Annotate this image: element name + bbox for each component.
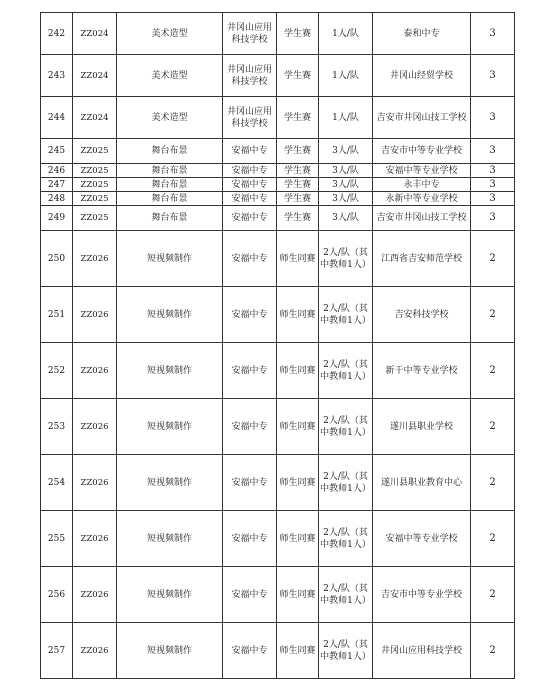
event-name-cell: 舞台布景	[117, 164, 223, 178]
team-size-cell: 2人/队（其中教师1人）	[319, 399, 373, 455]
quota-count-cell: 2	[471, 455, 515, 511]
participating-school-cell: 吉安市井冈山技工学校	[373, 97, 471, 139]
event-code-cell: ZZ026	[73, 399, 117, 455]
participating-school-cell: 吉安市井冈山技工学校	[373, 206, 471, 231]
row-number-cell: 248	[41, 192, 73, 206]
event-name-cell: 美术造型	[117, 13, 223, 55]
quota-count-cell: 3	[471, 164, 515, 178]
event-name-cell: 美术造型	[117, 55, 223, 97]
team-size-cell: 3人/队	[319, 206, 373, 231]
event-code-cell: ZZ025	[73, 192, 117, 206]
event-name-cell: 短视频制作	[117, 231, 223, 287]
team-size-cell: 2人/队（其中教师1人）	[319, 343, 373, 399]
event-name-cell: 舞台布景	[117, 139, 223, 164]
table-row	[41, 178, 515, 192]
team-size-cell: 2人/队（其中教师1人）	[319, 567, 373, 623]
quota-count-cell: 3	[471, 206, 515, 231]
row-number-cell: 244	[41, 97, 73, 139]
event-code-cell: ZZ026	[73, 511, 117, 567]
row-number-cell: 256	[41, 567, 73, 623]
competition-type-cell: 学生赛	[277, 206, 319, 231]
host-school-cell: 安福中专	[223, 164, 277, 178]
competition-type-cell: 师生同赛	[277, 343, 319, 399]
competition-type-cell: 师生同赛	[277, 287, 319, 343]
team-size-cell: 2人/队（其中教师1人）	[319, 231, 373, 287]
quota-count-cell: 2	[471, 511, 515, 567]
table-row	[41, 206, 515, 231]
event-name-cell: 舞台布景	[117, 206, 223, 231]
event-code-cell: ZZ026	[73, 567, 117, 623]
row-number-cell: 254	[41, 455, 73, 511]
table-row	[41, 164, 515, 178]
quota-count-cell: 2	[471, 287, 515, 343]
host-school-cell: 安福中专	[223, 139, 277, 164]
quota-count-cell: 2	[471, 567, 515, 623]
table-row	[41, 192, 515, 206]
participating-school-cell: 泰和中专	[373, 13, 471, 55]
event-code-cell: ZZ024	[73, 13, 117, 55]
participating-school-cell: 遂川县职业学校	[373, 399, 471, 455]
event-name-cell: 短视频制作	[117, 399, 223, 455]
host-school-cell: 井冈山应用科技学校	[223, 55, 277, 97]
quota-count-cell: 3	[471, 97, 515, 139]
host-school-cell: 安福中专	[223, 343, 277, 399]
table-row	[41, 455, 515, 511]
competition-type-cell: 学生赛	[277, 139, 319, 164]
host-school-cell: 安福中专	[223, 231, 277, 287]
table-row	[41, 97, 515, 139]
host-school-cell: 安福中专	[223, 455, 277, 511]
table-row	[41, 567, 515, 623]
event-code-cell: ZZ024	[73, 97, 117, 139]
quota-count-cell: 3	[471, 178, 515, 192]
participating-school-cell: 遂川县职业教育中心	[373, 455, 471, 511]
team-size-cell: 2人/队（其中教师1人）	[319, 455, 373, 511]
participating-school-cell: 吉安市中等专业学校	[373, 139, 471, 164]
event-name-cell: 美术造型	[117, 97, 223, 139]
row-number-cell: 242	[41, 13, 73, 55]
event-code-cell: ZZ026	[73, 455, 117, 511]
participating-school-cell: 永丰中专	[373, 178, 471, 192]
table-row	[41, 287, 515, 343]
event-name-cell: 舞台布景	[117, 192, 223, 206]
quota-count-cell: 3	[471, 192, 515, 206]
row-number-cell: 250	[41, 231, 73, 287]
participating-school-cell: 井冈山应用科技学校	[373, 623, 471, 679]
table-row	[41, 399, 515, 455]
team-size-cell: 2人/队（其中教师1人）	[319, 287, 373, 343]
table-body	[41, 13, 515, 679]
row-number-cell: 252	[41, 343, 73, 399]
team-size-cell: 1人/队	[319, 97, 373, 139]
competition-type-cell: 师生同赛	[277, 399, 319, 455]
participating-school-cell: 新干中等专业学校	[373, 343, 471, 399]
host-school-cell: 安福中专	[223, 192, 277, 206]
host-school-cell: 安福中专	[223, 623, 277, 679]
host-school-cell: 安福中专	[223, 399, 277, 455]
host-school-cell: 安福中专	[223, 206, 277, 231]
table-row	[41, 343, 515, 399]
table-row	[41, 623, 515, 679]
row-number-cell: 249	[41, 206, 73, 231]
table-row	[41, 55, 515, 97]
event-code-cell: ZZ025	[73, 139, 117, 164]
quota-count-cell: 2	[471, 343, 515, 399]
competition-type-cell: 学生赛	[277, 164, 319, 178]
competition-type-cell: 师生同赛	[277, 455, 319, 511]
competition-type-cell: 学生赛	[277, 97, 319, 139]
participating-school-cell: 江西省吉安师范学校	[373, 231, 471, 287]
participating-school-cell: 安福中等专业学校	[373, 511, 471, 567]
participating-school-cell: 井冈山经贸学校	[373, 55, 471, 97]
row-number-cell: 255	[41, 511, 73, 567]
event-code-cell: ZZ026	[73, 287, 117, 343]
row-number-cell: 243	[41, 55, 73, 97]
team-size-cell: 3人/队	[319, 139, 373, 164]
host-school-cell: 安福中专	[223, 511, 277, 567]
host-school-cell: 安福中专	[223, 287, 277, 343]
competition-type-cell: 学生赛	[277, 55, 319, 97]
team-size-cell: 2人/队（其中教师1人）	[319, 623, 373, 679]
participating-school-cell: 安福中等专业学校	[373, 164, 471, 178]
team-size-cell: 3人/队	[319, 178, 373, 192]
allocation-table	[40, 12, 515, 679]
event-name-cell: 短视频制作	[117, 623, 223, 679]
event-name-cell: 短视频制作	[117, 455, 223, 511]
participating-school-cell: 吉安市中等专业学校	[373, 567, 471, 623]
row-number-cell: 251	[41, 287, 73, 343]
event-name-cell: 舞台布景	[117, 178, 223, 192]
event-name-cell: 短视频制作	[117, 567, 223, 623]
table-row	[41, 511, 515, 567]
team-size-cell: 3人/队	[319, 164, 373, 178]
team-size-cell: 2人/队（其中教师1人）	[319, 511, 373, 567]
participating-school-cell: 永新中等专业学校	[373, 192, 471, 206]
competition-type-cell: 学生赛	[277, 178, 319, 192]
event-name-cell: 短视频制作	[117, 343, 223, 399]
quota-count-cell: 3	[471, 13, 515, 55]
row-number-cell: 253	[41, 399, 73, 455]
event-code-cell: ZZ025	[73, 206, 117, 231]
table-row	[41, 139, 515, 164]
row-number-cell: 247	[41, 178, 73, 192]
row-number-cell: 257	[41, 623, 73, 679]
table-row	[41, 231, 515, 287]
competition-type-cell: 师生同赛	[277, 511, 319, 567]
event-name-cell: 短视频制作	[117, 287, 223, 343]
competition-type-cell: 师生同赛	[277, 623, 319, 679]
event-code-cell: ZZ026	[73, 623, 117, 679]
host-school-cell: 井冈山应用科技学校	[223, 97, 277, 139]
competition-type-cell: 学生赛	[277, 13, 319, 55]
quota-count-cell: 3	[471, 55, 515, 97]
event-name-cell: 短视频制作	[117, 511, 223, 567]
team-size-cell: 1人/队	[319, 55, 373, 97]
competition-type-cell: 师生同赛	[277, 231, 319, 287]
event-code-cell: ZZ026	[73, 231, 117, 287]
quota-count-cell: 2	[471, 623, 515, 679]
host-school-cell: 安福中专	[223, 178, 277, 192]
competition-type-cell: 师生同赛	[277, 567, 319, 623]
event-code-cell: ZZ025	[73, 164, 117, 178]
table-row	[41, 13, 515, 55]
competition-type-cell: 学生赛	[277, 192, 319, 206]
team-size-cell: 1人/队	[319, 13, 373, 55]
quota-count-cell: 3	[471, 139, 515, 164]
host-school-cell: 安福中专	[223, 567, 277, 623]
row-number-cell: 245	[41, 139, 73, 164]
row-number-cell: 246	[41, 164, 73, 178]
quota-count-cell: 2	[471, 231, 515, 287]
event-code-cell: ZZ024	[73, 55, 117, 97]
quota-count-cell: 2	[471, 399, 515, 455]
team-size-cell: 3人/队	[319, 192, 373, 206]
event-code-cell: ZZ025	[73, 178, 117, 192]
participating-school-cell: 吉安科技学校	[373, 287, 471, 343]
event-code-cell: ZZ026	[73, 343, 117, 399]
host-school-cell: 井冈山应用科技学校	[223, 13, 277, 55]
